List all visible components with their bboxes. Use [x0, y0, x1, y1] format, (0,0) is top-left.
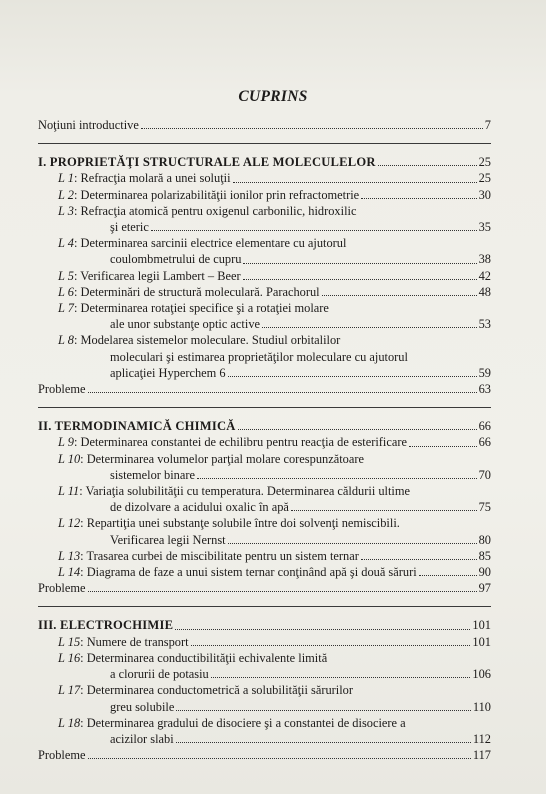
- lab-row: [38, 483, 491, 499]
- leader-dots: [291, 510, 477, 511]
- leader-dots: [378, 165, 477, 166]
- lab-row: [38, 634, 491, 650]
- leader-dots: [176, 742, 471, 743]
- lab-row: [38, 235, 491, 251]
- lab-row: [38, 650, 491, 666]
- section-heading: I. PROPRIETĂŢI STRUCTURALE ALE MOLECULELOR: [38, 155, 376, 170]
- leader-dots: [175, 629, 470, 630]
- problems-row: [38, 381, 491, 397]
- lab-row: [38, 699, 491, 715]
- lab-row: [38, 251, 491, 267]
- leader-dots: [88, 392, 477, 393]
- toc-page-number: 30: [478, 187, 491, 202]
- lab-row: [38, 666, 491, 682]
- toc-page-number: 66: [478, 419, 491, 434]
- leader-dots: [88, 591, 477, 592]
- section-divider: [38, 407, 491, 408]
- leader-dots: [233, 182, 477, 183]
- problems-label: Probleme: [38, 382, 86, 397]
- toc-intro-text: Noţiuni introductive: [38, 118, 139, 132]
- lab-title: Determinarea conductometrică a solubilităţii sărurilor: [86, 683, 353, 698]
- lab-number: L 15: [58, 634, 81, 649]
- toc-page-number: 106: [472, 667, 491, 682]
- toc-intro-row: [38, 117, 491, 133]
- lab-title-continuation: aplicaţiei Hyperchem 6: [110, 365, 226, 380]
- lab-title: Determinarea conductibilităţii echivalente limită: [86, 650, 328, 665]
- toc-page-number: 101: [472, 618, 491, 633]
- problems-row: [38, 580, 491, 596]
- lab-entry-text: L 18: Determinarea gradului de disociere şi a constantei de disociere a: [58, 715, 406, 730]
- lab-entry-text: L 12: Repartiţia unei substanţe solubile între doi solvenţi nemiscibili.: [58, 516, 400, 531]
- lab-entry-text: L 2: Determinarea polarizabilităţii ionilor prin refractometrie: [58, 187, 360, 202]
- toc-page-number: 117: [472, 748, 491, 763]
- lab-number: L 12: [58, 516, 81, 531]
- lab-title: Determinarea rotaţiei specifice şi a rotaţiei molare: [80, 301, 329, 316]
- leader-dots: [228, 376, 477, 377]
- toc-page-number: 110: [472, 699, 491, 714]
- lab-title-continuation: greu solubile: [110, 699, 175, 714]
- lab-row: [38, 170, 491, 186]
- lab-row: [38, 564, 491, 580]
- toc-page-number: 48: [478, 284, 491, 299]
- toc-page-number: 112: [472, 731, 491, 746]
- lab-title-continuation: coulombmetrului de cupru: [110, 252, 242, 267]
- lab-title: Determinarea sarcinii electrice elementare cu ajutorul: [80, 236, 347, 251]
- lab-title-continuation: acizilor slabi: [110, 731, 174, 746]
- lab-row: [38, 300, 491, 316]
- leader-dots: [262, 327, 477, 328]
- toc-page-number: 25: [478, 155, 491, 170]
- leader-dots: [361, 559, 477, 560]
- lab-title: Determinarea constantei de echilibru pentru reacţia de esterificare: [80, 435, 407, 450]
- lab-title: Verificarea legii Lambert – Beer: [80, 268, 241, 283]
- lab-entry-text: L 13: Trasarea curbei de miscibilitate pentru un sistem ternar: [58, 548, 359, 563]
- lab-number: L 7: [58, 301, 74, 316]
- toc-page-number: 38: [478, 252, 491, 267]
- lab-entry-text: L 16: Determinarea conductibilităţii echivalente limită: [58, 650, 328, 665]
- lab-title: Determinarea volumelor parţial molare corespunzătoare: [86, 451, 364, 466]
- lab-entry-text: L 6: Determinări de structură moleculară. Parachorul: [58, 284, 320, 299]
- lab-entry-text: L 11: Variaţia solubilităţii cu temperatura. Determinarea căldurii ultime: [58, 484, 411, 499]
- leader-dots: [176, 710, 471, 711]
- lab-title-continuation: Verificarea legii Nernst: [110, 532, 226, 547]
- lab-entry-text: L 17: Determinarea conductometrică a solubilităţii sărurilor: [58, 683, 353, 698]
- lab-title: Modelarea sistemelor moleculare. Studiul orbitalilor: [80, 333, 341, 348]
- lab-title: Trasarea curbei de miscibilitate pentru un sistem ternar: [86, 548, 359, 563]
- lab-number: L 10: [58, 451, 81, 466]
- lab-row: [38, 316, 491, 332]
- lab-row: [38, 715, 491, 731]
- lab-entry-text: L 14: Diagrama de faze a unui sistem ternar conţinând apă şi două săruri: [58, 565, 417, 580]
- page-title: CUPRINS: [238, 88, 308, 105]
- lab-entry-text: L 8: Modelarea sistemelor moleculare. Studiul orbitalilor: [58, 333, 341, 348]
- toc-page-number: 80: [478, 532, 491, 547]
- lab-entry-text: L 5: Verificarea legii Lambert – Beer: [58, 268, 241, 283]
- lab-entry-text: L 3: Refracţia atomică pentru oxigenul carbonilic, hidroxilic: [58, 203, 357, 218]
- section-heading: III. ELECTROCHIMIE: [38, 618, 174, 633]
- section-heading: II. TERMODINAMICĂ CHIMICĂ: [38, 419, 236, 434]
- toc-page-number: 85: [478, 548, 491, 563]
- lab-number: L 17: [58, 683, 81, 698]
- leader-dots: [191, 645, 471, 646]
- lab-row: [38, 548, 491, 564]
- lab-title: Numere de transport: [86, 634, 189, 649]
- lab-row: [38, 682, 491, 698]
- toc-page-number: 75: [478, 500, 491, 515]
- toc-page-number: 59: [478, 365, 491, 380]
- lab-row: [38, 268, 491, 284]
- lab-number: L 5: [58, 268, 74, 283]
- leader-dots: [88, 758, 471, 759]
- lab-row: [38, 451, 491, 467]
- section-heading-row: [38, 617, 491, 633]
- toc-page-number: 66: [478, 435, 491, 450]
- leader-dots: [322, 295, 477, 296]
- problems-label: Probleme: [38, 581, 86, 596]
- problems-label: Probleme: [38, 748, 86, 763]
- lab-row: [38, 467, 491, 483]
- lab-row: [38, 187, 491, 203]
- toc-page-number: 35: [478, 220, 491, 235]
- lab-number: L 4: [58, 236, 74, 251]
- lab-number: L 2: [58, 187, 74, 202]
- toc-page-number: 97: [478, 581, 491, 596]
- toc-intro-page: 7: [484, 118, 491, 132]
- lab-row: [38, 731, 491, 747]
- lab-number: L 1: [58, 171, 74, 186]
- toc-page-number: 42: [478, 268, 491, 283]
- leader-dots: [228, 543, 477, 544]
- section-heading-row: [38, 418, 491, 434]
- lab-number: L 3: [58, 203, 74, 218]
- leader-dots: [238, 429, 477, 430]
- toc-page-number: 90: [478, 565, 491, 580]
- lab-entry-text: L 9: Determinarea constantei de echilibru pentru reacţia de esterificare: [58, 435, 407, 450]
- leader-dots: [409, 446, 477, 447]
- lab-row: [38, 515, 491, 531]
- lab-number: L 18: [58, 715, 81, 730]
- lab-title: Variaţia solubilităţii cu temperatura. Determinarea căldurii ultime: [85, 484, 411, 499]
- lab-row: [38, 499, 491, 515]
- lab-title: Repartiţia unei substanţe solubile între doi solvenţi nemiscibili.: [86, 516, 400, 531]
- lab-row: [38, 532, 491, 548]
- lab-row: [38, 365, 491, 381]
- problems-row: [38, 747, 491, 763]
- leader-dots: [419, 575, 477, 576]
- lab-row: [38, 203, 491, 219]
- leader-dots: [211, 677, 471, 678]
- lab-number: L 14: [58, 565, 81, 580]
- lab-row: [38, 332, 491, 348]
- lab-row: [38, 349, 491, 365]
- section-divider: [38, 606, 491, 607]
- lab-title: Determinarea gradului de disociere şi a constantei de disociere a: [86, 715, 406, 730]
- lab-number: L 8: [58, 333, 74, 348]
- lab-number: L 11: [58, 484, 80, 499]
- leader-dots: [243, 279, 477, 280]
- lab-entry-text: L 10: Determinarea volumelor parţial molare corespunzătoare: [58, 451, 364, 466]
- lab-title-continuation: şi eteric: [110, 220, 149, 235]
- lab-title-continuation: sistemelor binare: [110, 467, 195, 482]
- lab-row: [38, 284, 491, 300]
- lab-number: L 16: [58, 650, 81, 665]
- lab-title: Diagrama de faze a unui sistem ternar conţinând apă şi două săruri: [86, 565, 417, 580]
- leader-dots: [197, 478, 477, 479]
- lab-number: L 6: [58, 284, 74, 299]
- lab-number: L 9: [58, 435, 74, 450]
- lab-title-continuation: moleculari şi estimarea proprietăţilor moleculare cu ajutorul: [110, 349, 408, 364]
- toc-page-number: 25: [478, 171, 491, 186]
- lab-row: [38, 219, 491, 235]
- lab-entry-text: L 15: Numere de transport: [58, 634, 189, 649]
- lab-row: [38, 434, 491, 450]
- lab-title: Determinarea polarizabilităţii ionilor prin refractometrie: [80, 187, 360, 202]
- toc-page-number: 53: [478, 317, 491, 332]
- section-heading-row: [38, 154, 491, 170]
- leader-dots: [361, 198, 476, 199]
- lab-entry-text: L 7: Determinarea rotaţiei specifice şi a rotaţiei molare: [58, 301, 329, 316]
- toc-sections: [38, 143, 491, 763]
- toc-page-number: 70: [478, 467, 491, 482]
- table-of-contents: [38, 117, 491, 763]
- section-divider: [38, 143, 491, 144]
- lab-title: Refracţia molară a unei soluţii: [80, 171, 231, 186]
- lab-title: Determinări de structură moleculară. Parachorul: [80, 284, 320, 299]
- lab-number: L 13: [58, 548, 81, 563]
- lab-entry-text: L 4: Determinarea sarcinii electrice elementare cu ajutorul: [58, 236, 347, 251]
- lab-title: Refracţia atomică pentru oxigenul carbonilic, hidroxilic: [80, 203, 357, 218]
- lab-title-continuation: de dizolvare a acidului oxalic în apă: [110, 500, 289, 515]
- leader-dots: [243, 263, 476, 264]
- lab-title-continuation: a clorurii de potasiu: [110, 667, 209, 682]
- leader-dots: [151, 230, 477, 231]
- toc-page-number: 101: [472, 634, 491, 649]
- leader-dots: [141, 128, 483, 129]
- toc-page-number: 63: [478, 382, 491, 397]
- lab-title-continuation: ale unor substanţe optic active: [110, 317, 261, 332]
- lab-entry-text: L 1: Refracţia molară a unei soluţii: [58, 171, 231, 186]
